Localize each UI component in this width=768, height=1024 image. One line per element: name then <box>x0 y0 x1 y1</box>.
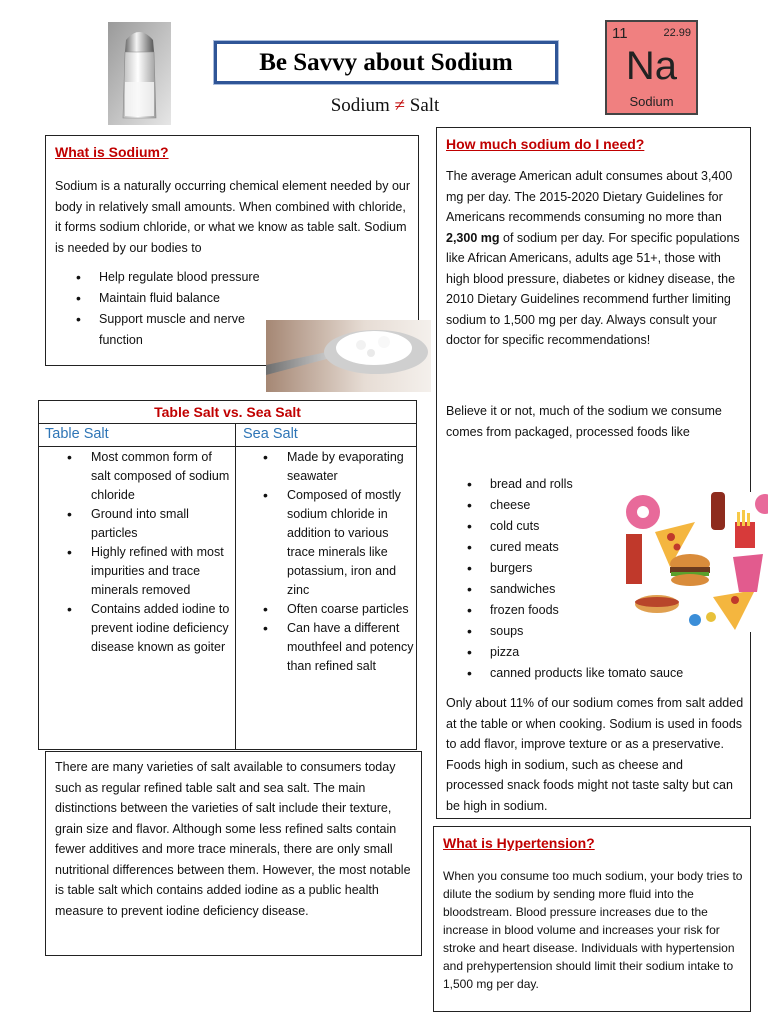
how-much-paragraph-3: Only about 11% of our sodium comes from salt added at the table or when cooking. Sodium is used in foods to add flavor, improve texture or as a preservative. Foods high in sodium, such as cheese and processed snack foods might not taste salty but can be high in sodium. <box>446 696 744 813</box>
list-item: • Often coarse particles <box>235 600 415 619</box>
what-is-sodium-paragraph: Sodium is a naturally occurring chemical element needed by our body in relatively small amounts. When combined with chloride, it forms sodium chloride, or what we know as table salt. Sodium is needed by our bodies to <box>55 179 411 255</box>
not-equal-symbol: ≠ <box>394 95 405 116</box>
junk-food-image <box>625 492 768 632</box>
table-salt-list <box>39 448 233 657</box>
salt-spoon-image <box>266 320 431 392</box>
list-item: • frozen foods <box>446 600 746 621</box>
comparison-heading: Table Salt vs. Sea Salt <box>39 401 416 424</box>
list-item: • Help regulate blood pressure <box>55 267 265 288</box>
list-item: • Ground into small particles <box>39 505 233 543</box>
list-item: • bread and rolls <box>446 474 746 495</box>
list-item: • soups <box>446 621 746 642</box>
varieties-box <box>45 751 422 956</box>
list-item: • cold cuts <box>446 516 746 537</box>
list-item: • pizza <box>446 642 746 663</box>
varieties-paragraph: There are many varieties of salt available to consumers today such as regular refined table salt and sea salt. The main distinctions between the varieties of salt include their texture, grain size and flavor. Although some less refined salts contain fewer additives and more trace minerals, there are only small nutritional differences between them. However, the most notable is table salt which contains added iodine as a public health measure to prevent iodine deficiency disease. <box>55 760 411 918</box>
salt-shaker-image <box>108 22 171 125</box>
list-item: • Support muscle and nerve function <box>55 309 265 351</box>
header-row-divider <box>39 446 416 447</box>
sea-salt-header: Sea Salt <box>243 426 298 442</box>
subtitle <box>280 95 490 117</box>
subtitle-salt: Salt <box>409 95 440 116</box>
how-much-sodium-box <box>436 127 751 819</box>
salt-comparison-table <box>38 400 417 750</box>
subtitle-sodium: Sodium <box>330 95 390 116</box>
how-much-heading: How much sodium do I need? <box>446 136 645 152</box>
hypertension-heading: What is Hypertension? <box>443 835 595 851</box>
list-item: • cured meats <box>446 537 746 558</box>
element-name: Sodium <box>629 94 674 109</box>
how-much-paragraph-1 <box>446 166 742 351</box>
list-item: • Made by evaporating seawater <box>235 448 415 486</box>
hypertension-box <box>433 826 751 1012</box>
title-box <box>214 41 558 84</box>
list-item: • Highly refined with most impurities and trace minerals removed <box>39 543 233 600</box>
list-item: • Composed of mostly sodium chloride in addition to various trace minerals like potassium, iron and zinc <box>235 486 415 600</box>
paragraph-text: The average American adult consumes about 3,400 mg per day. The 2015-2020 Dietary Guidelines for Americans recommends consuming no more than <box>446 169 733 224</box>
list-item: • Can have a different mouthfeel and potency than refined salt <box>235 619 415 676</box>
sodium-function-list <box>55 267 265 351</box>
list-item: • burgers <box>446 558 746 579</box>
list-item: • Contains added iodine to prevent iodine deficiency disease known as goiter <box>39 600 233 657</box>
recommended-limit: 2,300 mg <box>446 230 500 245</box>
list-item: • canned products like tomato sauce <box>446 663 746 684</box>
sodium-element-tile <box>605 20 698 115</box>
list-item: • cheese <box>446 495 746 516</box>
list-item: • sandwiches <box>446 579 746 600</box>
paragraph-text: of sodium per day. For specific populations like African Americans, adults age 51+, those with high blood pressure, diabetes or kidney disease, the 2010 Dietary Guidelines recommend further limiting sodium to 1,500 mg per day. Always consult your doctor for specific recommendations! <box>446 230 740 347</box>
list-item: • Most common form of salt composed of sodium chloride <box>39 448 233 505</box>
page-title: Be Savvy about Sodium <box>259 48 513 76</box>
table-salt-header: Table Salt <box>45 426 109 442</box>
atomic-number: 11 <box>612 25 628 42</box>
hypertension-paragraph: When you consume too much sodium, your body tries to dilute the sodium by sending more fluid into the bloodstream. Blood pressure increases due to the increase in blood volume and increases your risk for stroke and heart disease. Individuals with hypertension and prehypertension should limit their sodium intake to 1,500 mg per day. <box>443 869 743 991</box>
list-item: • Maintain fluid balance <box>55 288 265 309</box>
atomic-mass: 22.99 <box>663 27 691 39</box>
sea-salt-list <box>235 448 415 676</box>
element-symbol: Na <box>625 44 678 88</box>
how-much-paragraph-2: Believe it or not, much of the sodium we consume comes from packaged, processed foods like <box>446 404 722 439</box>
what-is-sodium-heading: What is Sodium? <box>55 144 169 160</box>
